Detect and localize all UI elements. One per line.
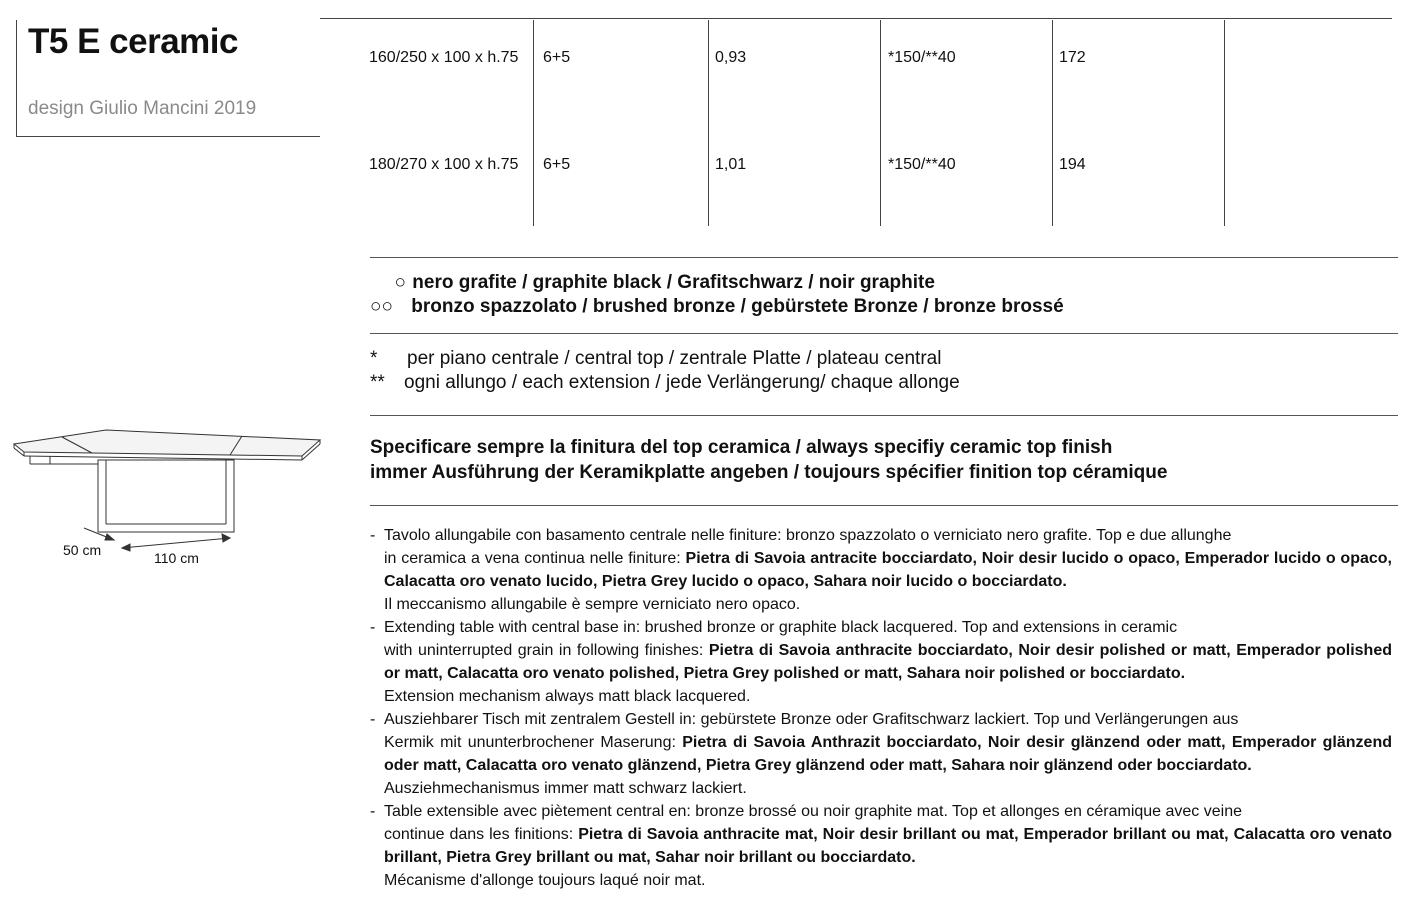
finish-label: bronzo spazzolato / brushed bronze / gebürstete Bronze / bronze brossé (411, 296, 1064, 317)
description-block (370, 524, 1392, 892)
top-rule (320, 18, 1392, 19)
description-finishes (384, 639, 1392, 685)
section-divider (370, 415, 1398, 416)
width-dimension (122, 538, 230, 548)
description-finishes (384, 823, 1392, 869)
column-divider (708, 20, 709, 226)
finish-label: nero grafite / graphite black / Grafitschwarz / noir graphite (412, 272, 935, 293)
description-mechanism: Extension mechanism always matt black lacquered. (384, 688, 751, 705)
description-de (370, 708, 1392, 800)
column-divider (1224, 20, 1225, 226)
description-mechanism: Ausziehmechanismus immer matt schwarz lackiert. (384, 780, 747, 797)
description-intro: with uninterrupted grain in following finishes: (384, 642, 709, 659)
specify-note-line2: immer Ausführung der Keramikplatte angeben / toujours spécifier finition top céramique (370, 462, 1168, 483)
spec-size: 180/270 x 100 x h.75 (369, 156, 519, 173)
title-box-border (16, 136, 320, 137)
description-it (370, 524, 1392, 616)
description-line: Ausziehbarer Tisch mit zentralem Gestell in: gebürstete Bronze oder Grafitschwarz lackiert. Top und Verlängerungen aus (384, 711, 1239, 728)
list-dash: - (370, 711, 376, 728)
spec-weight-note: *150/**40 (888, 156, 956, 173)
note-text: ogni allungo / each extension / jede Verlängerung/ chaque allonge (404, 372, 960, 393)
depth-label: 50 cm (63, 542, 102, 558)
list-dash: - (370, 527, 376, 544)
designer-credit: design Giulio Mancini 2019 (28, 98, 257, 119)
finish-bronze (370, 296, 1064, 318)
description-intro: in ceramica a vena continua nelle finiture: (384, 550, 686, 567)
note-central-top (370, 348, 941, 370)
description-intro: Kermik mit ununterbrochener Maserung: (384, 734, 683, 751)
list-dash: - (370, 619, 376, 636)
section-divider (370, 505, 1398, 506)
description-finish-list: Pietra di Savoia antracite bocciardato, Noir desir lucido o opaco, Emperador lucido o opaco, Calacatta oro venato lucido, Pietra Grey lucido o opaco, Sahara noir lucido o bocciardato. (384, 550, 1392, 590)
finish-graphite (370, 272, 935, 294)
column-divider (1052, 20, 1053, 226)
product-title: T5 E ceramic (28, 22, 238, 61)
spec-volume: 1,01 (715, 156, 747, 173)
section-divider (370, 257, 1398, 258)
description-finish-list: Pietra di Savoia anthracite mat, Noir desir brillant ou mat, Emperador brillant ou mat, Calacatta oro venato brillant, Pietra Grey brillant ou mat, Sahar noir brillant ou bocciardato. (384, 826, 1392, 866)
spec-size: 160/250 x 100 x h.75 (369, 49, 519, 66)
description-line: Tavolo allungabile con basamento centrale nelle finiture: bronzo spazzolato o verniciato nero grafite. Top e due allunghe (384, 527, 1232, 544)
column-divider (880, 20, 881, 226)
extension-label: 110 cm (154, 550, 199, 566)
description-finish-list: Pietra di Savoia anthracite bocciardato, Noir desir polished or matt, Emperador polished or matt, Calacatta oro venato polished, Pietra Grey polished or matt, Sahara noir polished or bocciardato. (384, 642, 1392, 682)
spec-weight: 172 (1059, 49, 1086, 66)
finish-marker-icon: ○ (394, 272, 406, 293)
specify-note-line1: Specificare sempre la finitura del top ceramica / always specifiy ceramic top finish (370, 437, 1113, 458)
spec-volume: 0,93 (715, 49, 747, 66)
description-finish-list: Pietra di Savoia Anthrazit bocciardato, Noir desir glänzend oder matt, Emperador glänzend oder matt, Calacatta oro venato glänzend, Pietra Grey glänzend oder matt, Sahara noir glänzend oder bocciardato. (384, 734, 1392, 774)
description-intro: continue dans les finitions: (384, 826, 579, 843)
description-line: Table extensible avec piètement central en: bronze brossé ou noir graphite mat. Top et allonges en céramique avec veine (384, 803, 1242, 820)
note-marker: * (370, 348, 378, 369)
description-fr (370, 800, 1392, 892)
description-finishes (384, 731, 1392, 777)
spec-weight-note: *150/**40 (888, 49, 956, 66)
spec-seats: 6+5 (543, 49, 571, 66)
description-finishes (384, 547, 1392, 593)
tabletop (14, 430, 320, 456)
list-dash: - (370, 803, 376, 820)
description-en (370, 616, 1392, 708)
title-box-border (16, 20, 17, 137)
column-divider (533, 20, 534, 226)
note-extension (370, 372, 960, 394)
note-text: per piano centrale / central top / zentrale Platte / plateau central (407, 348, 942, 369)
section-divider (370, 333, 1398, 334)
description-line: Extending table with central base in: brushed bronze or graphite black lacquered. Top and extensions in ceramic (384, 619, 1178, 636)
description-mechanism: Il meccanismo allungabile è sempre verniciato nero opaco. (384, 596, 801, 613)
description-mechanism: Mécanisme d'allonge toujours laqué noir mat. (384, 872, 706, 889)
note-marker: ** (370, 372, 385, 393)
finish-marker-icon: ○○ (370, 296, 393, 317)
table-base (98, 460, 234, 532)
spec-seats: 6+5 (543, 156, 571, 173)
spec-weight: 194 (1059, 156, 1086, 173)
